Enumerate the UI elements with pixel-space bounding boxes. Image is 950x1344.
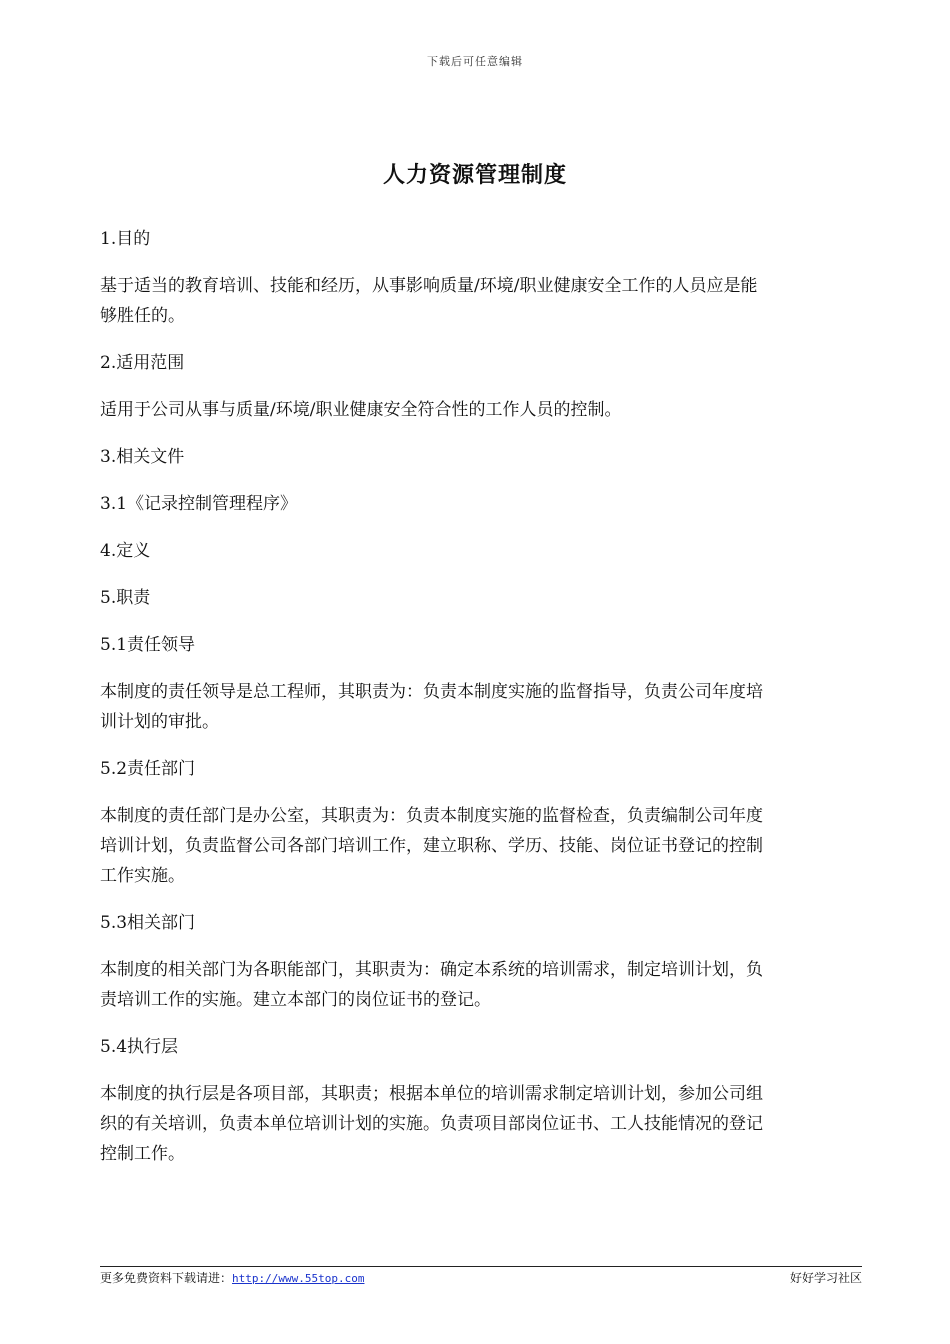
text-line: 3.相关文件 [100,447,185,467]
paragraph [100,630,862,660]
paragraph [100,1032,862,1062]
text-line: 2.适用范围 [100,353,185,373]
paragraph [100,348,862,378]
text-line: 5.4执行层 [100,1037,179,1057]
text-line: 本制度的执行层是各项目部，其职责；根据本单位的培训需求制定培训计划，参加公司组 [100,1084,763,1104]
text-line: 本制度的责任部门是办公室，其职责为：负责本制度实施的监督检查，负责编制公司年度 [100,806,763,826]
paragraph [100,908,862,938]
paragraph [100,224,862,254]
paragraph [100,1079,862,1169]
text-line: 织的有关培训，负责本单位培训计划的实施。负责项目部岗位证书、工人技能情况的登记 [100,1114,763,1134]
paragraph [100,801,862,891]
header-note: 下载后可任意编辑 [427,55,523,68]
text-line: 本制度的相关部门为各职能部门，其职责为：确定本系统的培训需求，制定培训计划，负 [100,960,763,980]
paragraph [100,583,862,613]
text-line: 控制工作。 [100,1144,185,1164]
text-line: 适用于公司从事与质量/环境/职业健康安全符合性的工作人员的控制。 [100,400,622,420]
text-line: 3.1《记录控制管理程序》 [100,494,298,514]
text-line: 5.1责任领导 [100,635,196,655]
document-title: 人力资源管理制度 [382,162,567,188]
paragraph [100,442,862,472]
text-line: 5.2责任部门 [100,759,196,779]
text-line: 1.目的 [100,229,151,249]
paragraph [100,489,862,519]
text-line: 基于适当的教育培训、技能和经历，从事影响质量/环境/职业健康安全工作的人员应是能 [100,276,758,296]
footer-divider [100,1266,862,1267]
paragraph [100,677,862,737]
paragraph [100,271,862,331]
paragraph [100,754,862,784]
text-line: 5.3相关部门 [100,913,196,933]
text-line: 培训计划，负责监督公司各部门培训工作，建立职称、学历、技能、岗位证书登记的控制 [100,836,763,856]
paragraph [100,536,862,566]
footer-link[interactable]: http://www.55top.com [232,1272,365,1285]
paragraph [100,395,862,425]
text-line: 训计划的审批。 [100,712,219,732]
text-line: 本制度的责任领导是总工程师，其职责为：负责本制度实施的监督指导，负责公司年度培 [100,682,763,702]
paragraph [100,955,862,1015]
document-body [100,224,862,1169]
footer-site-name: 好好学习社区 [789,1271,862,1285]
text-line: 够胜任的。 [100,306,185,326]
footer-left [100,1270,364,1287]
text-line: 5.职责 [100,588,151,608]
footer-prefix: 更多免费资料下载请进： [100,1271,233,1285]
text-line: 责培训工作的实施。建立本部门的岗位证书的登记。 [100,990,491,1010]
text-line: 4.定义 [100,541,151,561]
text-line: 工作实施。 [100,866,185,886]
